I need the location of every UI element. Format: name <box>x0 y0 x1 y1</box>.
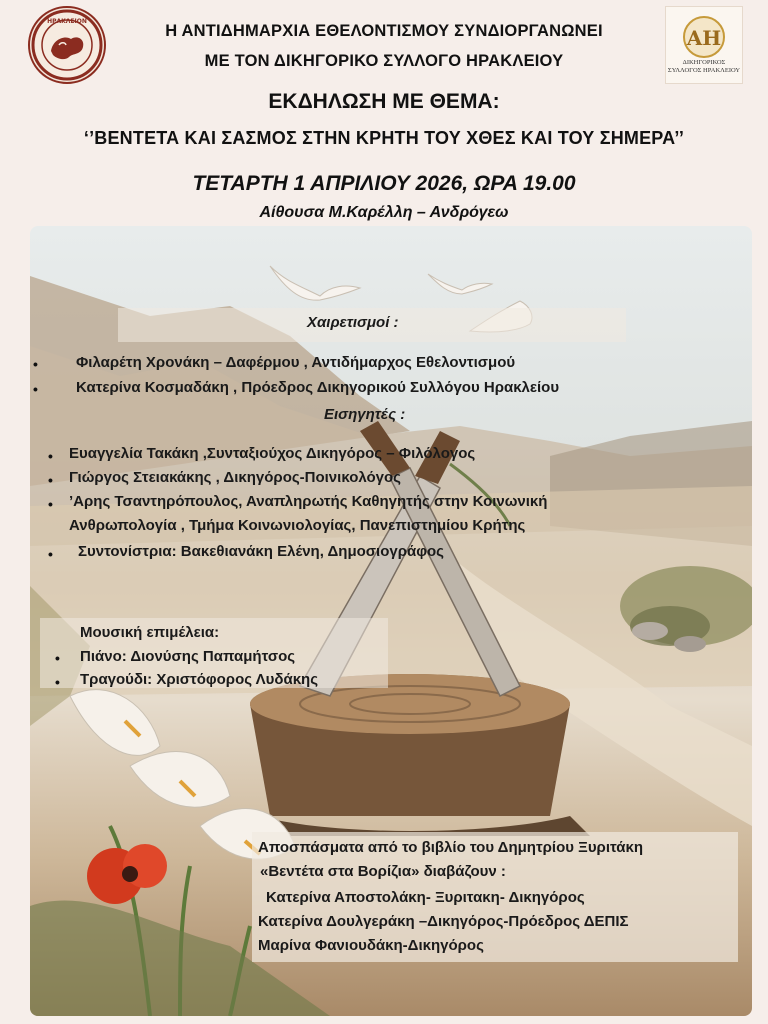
music-item-2: Τραγούδι: Χριστόφορος Λυδάκης <box>80 671 319 688</box>
readings-line-2: «Βεντέτα στα Βορίζια» διαβάζουν : <box>260 863 506 880</box>
speakers-heading: Εισηγητές : <box>324 406 406 423</box>
event-date: ΤΕΤΑΡΤΗ 1 ΑΠΡΙΛΙΟΥ 2026, ΩΡΑ 19.00 <box>192 172 576 195</box>
greeting-item-2: Κατερίνα Κοσμαδάκη , Πρόεδρος Δικηγορικού Συλλόγου Ηρακλείου <box>76 379 560 396</box>
bullet: • <box>55 674 60 690</box>
logo-right-text: ΔΙΚΗΓΟΡΙΚΟΣ ΣΥΛΛΟΓΟΣ ΗΡΑΚΛΕΙΟΥ <box>667 59 741 74</box>
organizer-line-2: ΜΕ ΤΟΝ ΔΙΚΗΓΟΡΙΚΟ ΣΥΛΛΟΓΟ ΗΡΑΚΛΕΙΟΥ <box>204 52 564 70</box>
svg-text:ΑΗ: ΑΗ <box>686 26 722 50</box>
speaker-item-4: Συντονίστρια: Βακεθιανάκη Ελένη, Δημοσιογράφος <box>78 543 444 560</box>
reader-item-3: Μαρίνα Φανιουδάκη-Δικηγόρος <box>258 937 484 954</box>
speaker-item-1: Ευαγγελία Τακάκη ,Συνταξιούχος Δικηγόρος – Φιλόλογος <box>69 445 476 462</box>
event-venue: Αίθουσα Μ.Καρέλλη – Ανδρόγεω <box>259 204 509 221</box>
readings-line-1: Αποσπάσματα από το βιβλίο του Δημητρίου Ξυριτάκη <box>258 839 644 856</box>
speaker-item-3-cont: Ανθρωπολογία , Τμήμα Κοινωνιολογίας, Πανεπιστημίου Κρήτης <box>69 517 526 534</box>
bullet: • <box>48 496 53 512</box>
logo-left-text: ΗΡΑΚΛΕΙΟΝ <box>47 18 87 25</box>
organizer-line-1: Η ΑΝΤΙΔΗΜΑΡΧΙΑ ΕΘΕΛΟΝΤΙΣΜΟΥ ΣΥΝΔΙΟΡΓΑΝΩΝΕΙ <box>165 22 603 40</box>
bullet: • <box>48 448 53 464</box>
greetings-heading: Χαιρετισμοί : <box>307 314 399 331</box>
bullet: • <box>33 381 38 397</box>
bullet: • <box>48 546 53 562</box>
event-title: ‘’ΒΕΝΤΕΤΑ ΚΑΙ ΣΑΣΜΟΣ ΣΤΗΝ ΚΡΗΤΗ ΤΟΥ ΧΘΕΣ ΚΑΙ ΤΟΥ ΣΗΜΕΡΑ’’ <box>83 128 685 148</box>
reader-item-1: Κατερίνα Αποστολάκη- Ξυριτακη- Δικηγόρος <box>266 889 585 906</box>
bullet: • <box>33 356 38 372</box>
music-heading: Μουσική επιμέλεια: <box>80 624 220 641</box>
speaker-item-2: Γιώργος Στειακάκης , Δικηγόρος-Ποινικολόγος <box>69 469 401 486</box>
speaker-item-3: ’Αρης Τσαντηρόπουλος, Αναπληρωτής Καθηγητής στην Κοινωνική <box>69 493 548 510</box>
bullet: • <box>55 650 60 666</box>
music-item-1: Πιάνο: Διονύσης Παπαμήτσος <box>80 648 296 665</box>
event-subject: ΕΚΔΗΛΩΣΗ ΜΕ ΘΕΜΑ: <box>268 90 500 113</box>
reader-item-2: Κατερίνα Δουλγεράκη –Δικηγόρος-Πρόεδρος ΔΕΠΙΣ <box>258 913 629 930</box>
bullet: • <box>48 472 53 488</box>
greeting-item-1: Φιλαρέτη Χρονάκη – Δαφέρμου , Αντιδήμαρχος Εθελοντισμού <box>76 354 516 371</box>
